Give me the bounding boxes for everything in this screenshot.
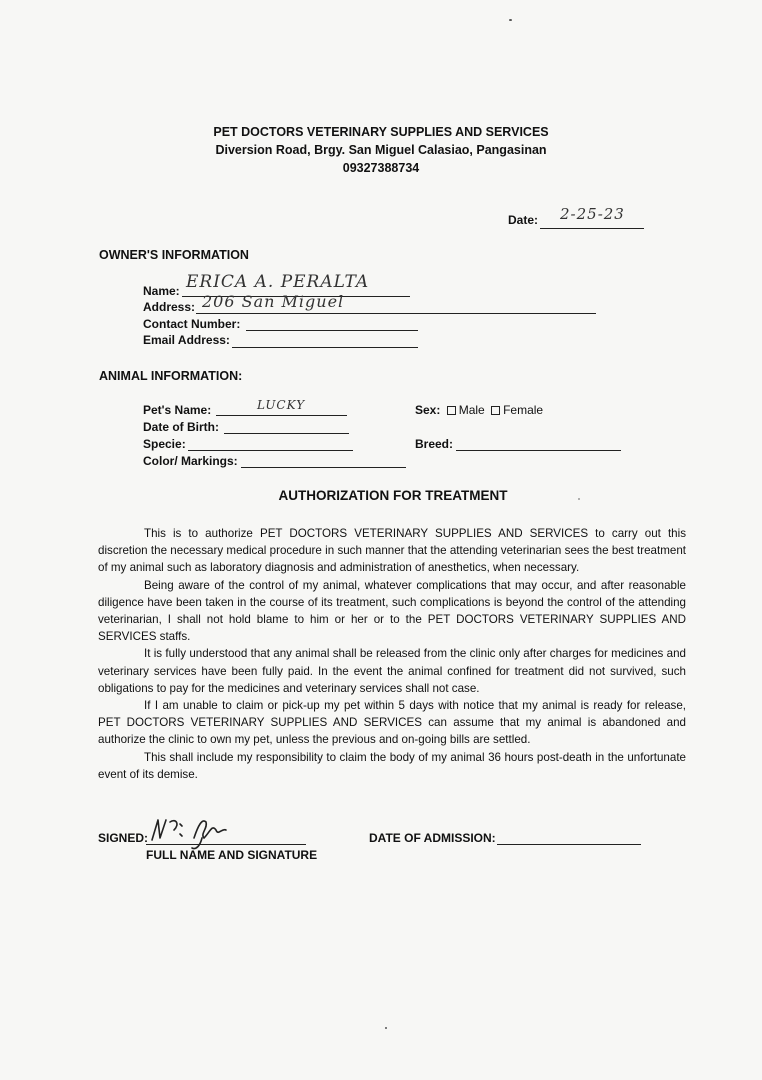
- pet-name-value: LUCKY: [257, 398, 306, 412]
- scan-speck: [509, 19, 512, 21]
- owner-name-value: ERICA A. PERALTA: [186, 272, 370, 292]
- owner-name-label: Name:: [143, 284, 180, 298]
- animal-heading: ANIMAL INFORMATION:: [99, 369, 243, 383]
- company-address: Diversion Road, Brgy. San Miguel Calasiao, Pangasinan: [215, 143, 547, 157]
- owner-heading: OWNER'S INFORMATION: [99, 248, 249, 262]
- authorization-body: [98, 525, 686, 783]
- contact-number-field[interactable]: [246, 316, 418, 331]
- male-checkbox[interactable]: [447, 406, 456, 415]
- signed-label: SIGNED:: [98, 831, 149, 845]
- signature-caption: FULL NAME AND SIGNATURE: [146, 848, 318, 862]
- female-checkbox[interactable]: [491, 406, 500, 415]
- dob-label: Date of Birth:: [143, 420, 219, 434]
- company-name: PET DOCTORS VETERINARY SUPPLIES AND SERVICES: [213, 125, 549, 139]
- admission-date-field[interactable]: [497, 830, 641, 845]
- breed-label: Breed:: [415, 437, 454, 451]
- color-markings-field[interactable]: [241, 453, 406, 468]
- breed-field[interactable]: [456, 436, 621, 451]
- male-option-label: Male: [458, 403, 485, 417]
- authorization-paragraph: This is to authorize PET DOCTORS VETERINARY SUPPLIES AND SERVICES to carry out this discretion the necessary medical procedure in such manner that the attending veterinarian sees the best treatment of my animal such as laboratory diagnosis and administration of anesthetics, when necessary.: [98, 527, 686, 575]
- contact-number-label: Contact Number:: [143, 317, 241, 331]
- specie-field[interactable]: [188, 436, 353, 451]
- color-markings-label: Color/ Markings:: [143, 454, 238, 468]
- email-field[interactable]: [232, 333, 418, 348]
- owner-address-label: Address:: [143, 300, 196, 314]
- authorization-paragraph: It is fully understood that any animal shall be released from the clinic only after charges for medicines and veterinary services have been fully paid. In the event the animal confined for treatment did not survived, such obligations to pay for the medicines and veterinary services shall not case.: [98, 647, 686, 695]
- scan-speck: [385, 1027, 387, 1029]
- admission-date-label: DATE OF ADMISSION:: [369, 831, 496, 845]
- company-phone: 09327388734: [342, 161, 420, 175]
- date-value: 2-25-23: [560, 205, 625, 223]
- email-label: Email Address:: [143, 333, 230, 347]
- dob-field[interactable]: [224, 419, 349, 434]
- owner-address-value: 206 San Miguel: [202, 292, 345, 311]
- pet-name-label: Pet's Name:: [143, 403, 212, 417]
- authorization-title: AUTHORIZATION FOR TREATMENT: [278, 488, 508, 503]
- date-label: Date:: [508, 213, 539, 227]
- authorization-paragraph: Being aware of the control of my animal, whatever complications that may occur, and after reasonable diligence have been taken in the course of its treatment, such complications is beyond the control of the attending veterinarian, I shall not hold blame to him or her or to the PET DOCTORS VETERINARY SUPPLIES AND SERVICES staffs.: [98, 578, 686, 644]
- authorization-paragraph: If I am unable to claim or pick-up my pet within 5 days with notice that my animal is ready for release, PET DOCTORS VETERINARY SUPPLIES AND SERVICES can assume that my animal is abandoned and authorize the clinic to own my pet, unless the previous and on-going bills are settled.: [98, 699, 686, 747]
- specie-label: Specie:: [143, 437, 186, 451]
- female-option-label: Female: [503, 403, 544, 417]
- sex-row: [415, 403, 543, 417]
- authorization-paragraph: This shall include my responsibility to claim the body of my animal 36 hours post-death in the unfortunate event of its demise.: [98, 750, 686, 781]
- sex-label: Sex:: [415, 403, 441, 417]
